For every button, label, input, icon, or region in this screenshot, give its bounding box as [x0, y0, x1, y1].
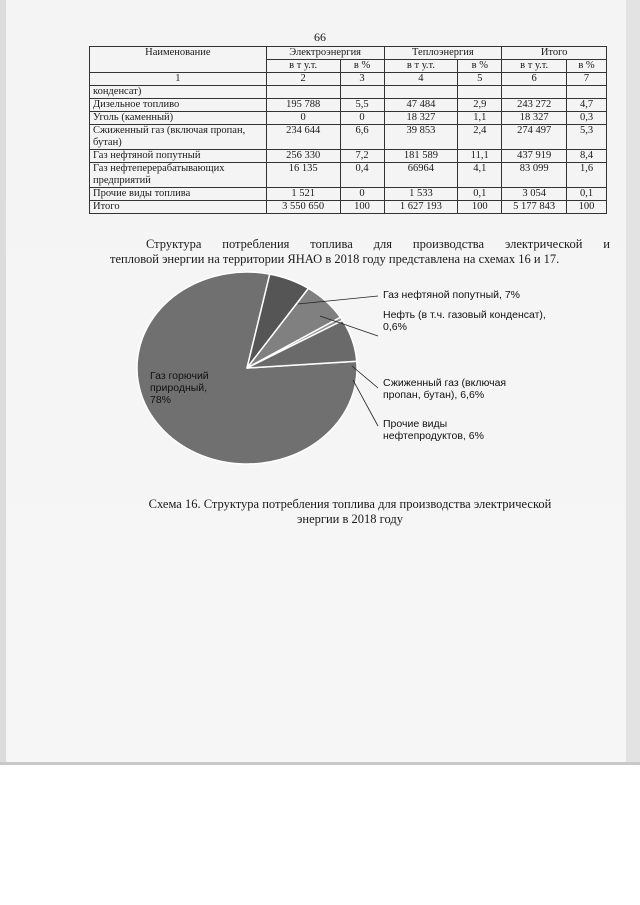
row-cell: 437 919	[502, 150, 567, 163]
paragraph-rest: тепловой энергии на территории ЯНАО в 2018 году представлена на схемах 16 и 17.	[110, 252, 560, 266]
row-cell: 0,1	[567, 188, 607, 201]
column-index: 1	[90, 73, 267, 86]
pie-slice-label: природный,	[150, 382, 208, 394]
table-row	[90, 99, 607, 112]
header-unit-tut: в т у.т.	[266, 60, 340, 73]
page-number: 66	[314, 30, 326, 44]
row-cell	[384, 86, 458, 99]
row-cell: 2,9	[458, 99, 502, 112]
row-cell: 100	[340, 201, 384, 214]
pie-slice-label: Газ нефтяной попутный, 7%	[383, 289, 521, 301]
row-cell: 0	[340, 112, 384, 125]
row-cell: 0,1	[458, 188, 502, 201]
header-unit-tut: в т у.т.	[384, 60, 458, 73]
row-name: Прочие виды топлива	[90, 188, 267, 201]
row-cell: 66964	[384, 163, 458, 188]
row-cell: 100	[567, 201, 607, 214]
row-name: Итого	[90, 201, 267, 214]
row-cell: 5,5	[340, 99, 384, 112]
pie-slice-label: Нефть (в т.ч. газовый конденсат),	[383, 309, 546, 321]
header-unit-pct: в %	[340, 60, 384, 73]
row-cell	[458, 86, 502, 99]
intro-paragraph	[110, 237, 610, 267]
row-cell: 18 327	[384, 112, 458, 125]
row-cell	[266, 86, 340, 99]
row-cell: 0	[266, 112, 340, 125]
table-row	[90, 86, 607, 99]
row-cell: 0,4	[340, 163, 384, 188]
row-name: конденсат)	[90, 86, 267, 99]
row-cell: 1,6	[567, 163, 607, 188]
pie-slice-label: Сжиженный газ (включая	[383, 377, 507, 389]
row-cell: 234 644	[266, 125, 340, 150]
pie-chart	[0, 270, 640, 490]
row-cell: 274 497	[502, 125, 567, 150]
row-cell: 11,1	[458, 150, 502, 163]
row-cell: 5,3	[567, 125, 607, 150]
header-unit-pct: в %	[458, 60, 502, 73]
header-heat: Теплоэнергия	[384, 47, 502, 60]
table-row	[90, 201, 607, 214]
row-cell	[567, 86, 607, 99]
pie-slice-label: Прочие виды	[383, 418, 448, 430]
row-cell: 16 135	[266, 163, 340, 188]
row-cell: 256 330	[266, 150, 340, 163]
row-cell: 1 627 193	[384, 201, 458, 214]
row-cell: 18 327	[502, 112, 567, 125]
row-cell: 1 521	[266, 188, 340, 201]
row-cell: 5 177 843	[502, 201, 567, 214]
row-name: Газ нефтеперерабатывающих предприятий	[90, 163, 267, 188]
pie-slice-label: нефтепродуктов, 6%	[383, 430, 484, 442]
column-index: 7	[567, 73, 607, 86]
row-cell: 39 853	[384, 125, 458, 150]
row-cell: 2,4	[458, 125, 502, 150]
caption-line-1: Схема 16. Структура потребления топлива для производства электрической	[148, 497, 552, 511]
table-row	[90, 163, 607, 188]
column-index: 4	[384, 73, 458, 86]
paragraph-line-1: Структура потребления топлива для производства электрической и	[146, 237, 610, 251]
row-name: Газ нефтяной попутный	[90, 150, 267, 163]
row-cell: 1 533	[384, 188, 458, 201]
row-cell: 3 054	[502, 188, 567, 201]
table-row	[90, 112, 607, 125]
row-cell: 100	[458, 201, 502, 214]
pie-slice-label: 0,6%	[383, 321, 407, 333]
row-cell: 7,2	[340, 150, 384, 163]
row-cell: 0,3	[567, 112, 607, 125]
column-index-row	[90, 73, 607, 86]
row-cell: 195 788	[266, 99, 340, 112]
row-name: Уголь (каменный)	[90, 112, 267, 125]
row-cell	[502, 86, 567, 99]
row-cell: 243 272	[502, 99, 567, 112]
header-total: Итого	[502, 47, 607, 60]
chart-caption	[100, 497, 600, 527]
column-index: 5	[458, 73, 502, 86]
row-cell: 8,4	[567, 150, 607, 163]
table-row	[90, 188, 607, 201]
pie-slice-label: пропан, бутан), 6,6%	[383, 389, 485, 401]
column-index: 2	[266, 73, 340, 86]
row-name: Дизельное топливо	[90, 99, 267, 112]
column-index: 6	[502, 73, 567, 86]
row-cell: 3 550 650	[266, 201, 340, 214]
header-electricity: Электроэнергия	[266, 47, 384, 60]
header-unit-tut: в т у.т.	[502, 60, 567, 73]
pie-leader-line	[353, 380, 378, 426]
header-unit-pct: в %	[567, 60, 607, 73]
row-cell: 1,1	[458, 112, 502, 125]
caption-line-2: энергии в 2018 году	[297, 512, 403, 526]
row-cell: 4,1	[458, 163, 502, 188]
table-row	[90, 150, 607, 163]
row-cell: 0	[340, 188, 384, 201]
fuel-consumption-table	[89, 46, 607, 214]
pie-slice-label: Газ горючий	[150, 370, 209, 382]
row-cell: 4,7	[567, 99, 607, 112]
row-cell: 47 484	[384, 99, 458, 112]
row-cell: 83 099	[502, 163, 567, 188]
row-name: Сжиженный газ (включая пропан, бутан)	[90, 125, 267, 150]
row-cell: 181 589	[384, 150, 458, 163]
column-index: 3	[340, 73, 384, 86]
row-cell	[340, 86, 384, 99]
row-cell: 6,6	[340, 125, 384, 150]
header-name: Наименование	[90, 47, 267, 73]
table-row	[90, 125, 607, 150]
pie-slice-label: 78%	[150, 394, 172, 406]
